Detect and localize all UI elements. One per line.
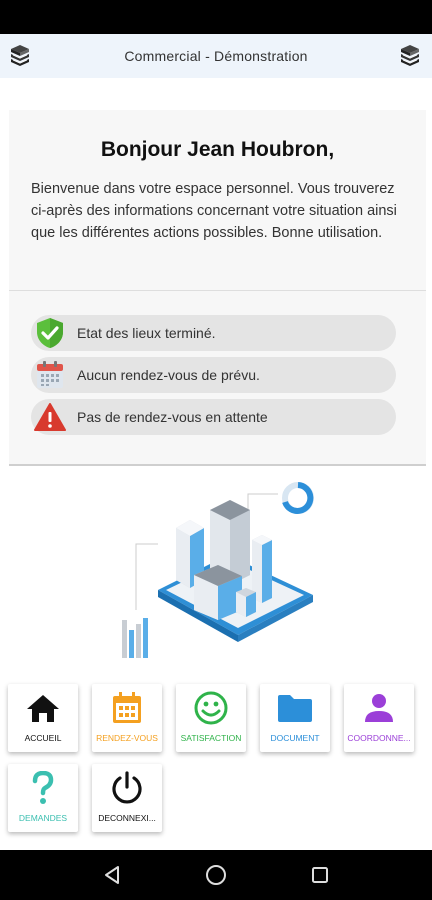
app-header <box>0 34 432 78</box>
welcome-card <box>9 110 426 466</box>
calendar-icon <box>92 690 162 726</box>
tile-coordonnees[interactable] <box>344 684 414 752</box>
tile-label: COORDONNE... <box>347 733 411 743</box>
person-icon <box>344 690 414 726</box>
tile-label: DOCUMENT <box>270 733 320 743</box>
back-triangle-icon[interactable] <box>102 865 122 885</box>
status-label: Aucun rendez-vous de prévu. <box>77 367 260 383</box>
tile-label: ACCUEIL <box>24 733 62 743</box>
calendar-icon <box>33 358 67 392</box>
tile-deconnexion[interactable] <box>92 764 162 832</box>
home-circle-icon[interactable] <box>205 864 227 886</box>
tile-demandes[interactable] <box>8 764 78 832</box>
folder-icon <box>260 690 330 726</box>
tile-rendez-vous[interactable] <box>92 684 162 752</box>
welcome-title: Bonjour Jean Houbron, <box>100 138 335 161</box>
tile-label: DEMANDES <box>18 813 68 823</box>
status-bar <box>0 0 432 34</box>
recents-square-icon[interactable] <box>310 865 330 885</box>
tile-accueil[interactable] <box>8 684 78 752</box>
warning-icon <box>33 400 67 434</box>
power-icon <box>92 770 162 806</box>
home-icon <box>8 690 78 726</box>
books-icon[interactable] <box>8 43 32 69</box>
tile-label: DECONNEXI... <box>98 813 156 823</box>
system-nav-bar <box>0 850 432 900</box>
status-label: Etat des lieux terminé. <box>77 325 216 341</box>
question-icon <box>8 770 78 806</box>
header-title: Commercial - Démonstration <box>124 48 308 64</box>
city-illustration <box>118 480 318 660</box>
status-label: Pas de rendez-vous en attente <box>77 409 268 425</box>
shield-check-icon <box>33 316 67 350</box>
books-icon[interactable] <box>398 43 422 69</box>
card-divider <box>9 290 426 291</box>
status-row-inventory <box>31 315 396 351</box>
tile-satisfaction[interactable] <box>176 684 246 752</box>
tile-label: RENDEZ-VOUS <box>96 733 158 743</box>
smiley-icon <box>176 690 246 726</box>
status-row-pending <box>31 399 396 435</box>
welcome-text: Bienvenue dans votre espace personnel. Vous trouverez ci-après des informations concernant votre situation ainsi que les différentes actions possibles. Bonne utilisation. <box>31 181 397 241</box>
tile-document[interactable] <box>260 684 330 752</box>
status-row-appointment <box>31 357 396 393</box>
tile-label: SATISFACTION <box>180 733 242 743</box>
